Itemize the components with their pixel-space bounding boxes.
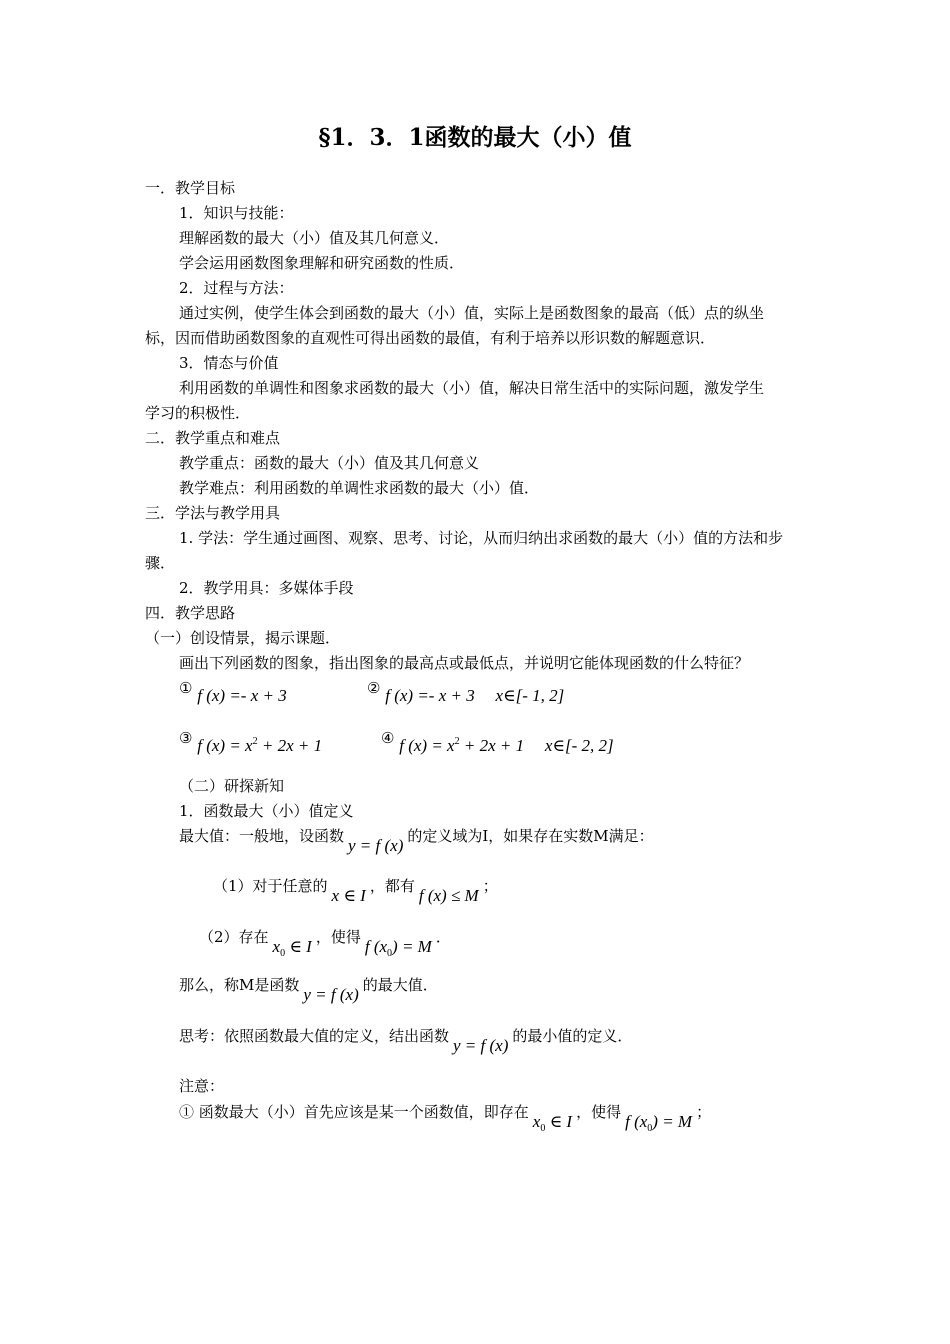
definition-title: 1．函数最大（小）值定义	[179, 802, 354, 820]
section-heading-goals: 一．教学目标	[145, 179, 236, 197]
text-line: 1. 学法：学生通过画图、观察、思考、讨论，从而归纳出求函数的最大（小）值的方法和步	[179, 529, 784, 547]
condition-1: （1）对于任意的 x ∈ I ，都有 f (x) ≤ M ；	[213, 877, 498, 905]
section-heading-methods: 三．学法与教学用具	[145, 504, 281, 522]
text-line: 理解函数的最大（小）值及其几何意义．	[179, 229, 450, 247]
text-line: 2．教学用具：多媒体手段	[179, 579, 354, 597]
function-item-1	[179, 676, 287, 705]
formula: $x_0$ ∈ I	[272, 937, 312, 959]
circled-number: ①	[179, 679, 193, 697]
formula: $x_0$ ∈ I	[532, 1112, 573, 1134]
subheading-process: 2．过程与方法：	[179, 279, 294, 297]
formula: x ∈ I	[331, 886, 366, 905]
function-item-4	[381, 726, 614, 755]
subsection-heading: （二）研探新知	[179, 777, 285, 795]
circled-number: ②	[367, 679, 381, 697]
page-title: §1．3．1函数的最大（小）值	[318, 124, 632, 151]
formula: f $(x_0) = M$	[625, 1112, 693, 1134]
circled-number: ③	[179, 729, 193, 747]
text-line: 教学难点：利用函数的单调性求函数的最大（小）值．	[179, 479, 540, 497]
text-line: 利用函数的单调性和图象求函数的最大（小）值，解决日常生活中的实际问题，激发学生	[179, 379, 765, 397]
think-line: 思考：依照函数最大值的定义，结出函数 y = f (x) 的最小值的定义．	[179, 1027, 633, 1055]
subsection-heading: （一）创设情景，揭示课题．	[145, 629, 341, 647]
condition-2: （2）存在 $x_0$ ∈ I ，使得 f $(x_0) = M$ ．	[199, 928, 451, 959]
formula: f $(x_0) = M$	[364, 937, 432, 959]
function-item-3	[179, 726, 323, 755]
formula: y = f (x)	[303, 985, 359, 1004]
text-line: 学会运用函数图象理解和研究函数的性质．	[179, 254, 465, 272]
formula: y = f (x)	[348, 836, 404, 855]
note-item-1: ① 函数最大（小）首先应该是某一个函数值，即存在 $x_0$ ∈ I ，使得 f $(x_0) = M$ ；	[179, 1103, 712, 1134]
section-heading-keypoints: 二．教学重点和难点	[145, 429, 281, 447]
formula: y = f (x)	[453, 1036, 509, 1055]
text-line: 教学重点：函数的最大（小）值及其几何意义	[179, 454, 480, 472]
text-line: 画出下列函数的图象，指出图象的最高点或最低点，并说明它能体现函数的什么特征？	[179, 654, 750, 672]
definition-line: 最大值：一般地，设函数 y = f (x) 的定义域为I，如果存在实数M满足：	[179, 827, 654, 855]
text-line: 骤．	[145, 554, 176, 572]
function-item-2	[367, 676, 565, 705]
text-line: 通过实例，使学生体会到函数的最大（小）值，实际上是函数图象的最高（低）点的纵坐	[179, 304, 765, 322]
domain-formula: x∈[- 1, 2]	[495, 686, 565, 705]
conclusion-line: 那么，称M是函数 y = f (x) 的最大值．	[179, 976, 438, 1004]
subheading-knowledge: 1．知识与技能：	[179, 204, 294, 222]
domain-formula: x∈[- 2, 2]	[544, 736, 614, 755]
section-heading-approach: 四．教学思路	[145, 604, 236, 622]
text-line: 学习的积极性．	[145, 404, 251, 422]
text-line: 标，因而借助函数图象的直观性可得出函数的最值，有利于培养以形识数的解题意识．	[145, 329, 716, 347]
note-heading: 注意：	[179, 1077, 225, 1095]
formula: f $(x) = x^2 + 2x + 1$	[399, 736, 525, 755]
formula: f $(x) = x^2 + 2x + 1$	[197, 736, 323, 755]
formula: f (x) =- x + 3	[197, 686, 287, 705]
formula: f (x) ≤ M	[418, 886, 479, 905]
circled-number: ④	[381, 729, 395, 747]
formula: f (x) =- x + 3	[385, 686, 475, 705]
subheading-values: 3．情态与价值	[179, 354, 279, 372]
